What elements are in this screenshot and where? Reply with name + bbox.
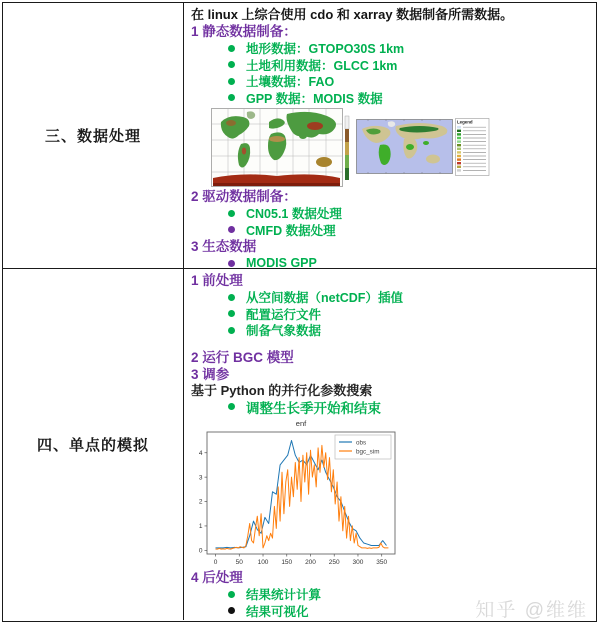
section-heading: 1 静态数据制备： xyxy=(191,24,297,39)
list-item-label: 土壤数据：FAO xyxy=(246,75,335,90)
list-item xyxy=(228,40,592,57)
enf-gpp-chart xyxy=(191,417,411,569)
svg-text:100: 100 xyxy=(257,559,269,566)
section-heading: 1 前处理 xyxy=(191,273,243,288)
list-item-label: 配置运行文件 xyxy=(246,307,322,322)
list-item-label: CN05.1 数据处理 xyxy=(246,207,342,222)
svg-text:250: 250 xyxy=(328,559,340,566)
bullet-dot-icon xyxy=(228,45,235,52)
svg-text:0: 0 xyxy=(213,559,218,566)
bullet-dot-icon xyxy=(228,591,235,598)
list-item-label: 结果统计计算 xyxy=(246,588,322,603)
svg-text:200: 200 xyxy=(305,559,316,566)
svg-text:4: 4 xyxy=(198,449,203,457)
row-label: 四、单点的模拟 xyxy=(36,438,149,454)
list-item-label: MODIS GPP xyxy=(246,256,317,268)
bullet-dot-icon xyxy=(228,94,235,101)
table-row-single-point-simulation xyxy=(3,269,596,620)
list-item xyxy=(228,90,592,107)
bullet-dot-icon xyxy=(228,607,235,614)
tuning-note: 基于 Python 的并行化参数搜索 xyxy=(191,382,373,398)
section-heading: 2 驱动数据制备： xyxy=(191,189,297,204)
preprocess-list xyxy=(191,289,592,339)
tuning-list xyxy=(191,399,592,416)
bullet-dot-icon xyxy=(228,78,235,85)
bullet-dot-icon xyxy=(228,294,235,301)
list-item xyxy=(228,306,592,323)
bullet-dot-icon xyxy=(228,226,235,233)
eco-data-list xyxy=(191,255,592,268)
section-heading: 2 运行 BGC 模型 xyxy=(191,349,294,365)
list-item xyxy=(228,255,592,268)
svg-text:300: 300 xyxy=(352,559,364,566)
glcc-landcover-map-image xyxy=(356,117,490,177)
map-legend xyxy=(456,119,490,176)
bullet-dot-icon xyxy=(228,210,235,217)
list-item-label: GPP 数据：MODIS 数据 xyxy=(246,91,383,106)
list-item-label: 调整生长季开始和结束 xyxy=(246,400,381,416)
map-images-row xyxy=(211,108,592,188)
section-heading: 3 调参 xyxy=(191,366,230,382)
svg-text:1: 1 xyxy=(198,523,203,531)
list-item-label: CMFD 数据处理 xyxy=(246,223,336,238)
svg-text:obs: obs xyxy=(356,439,367,447)
table-row-data-processing xyxy=(3,3,596,269)
bullet-dot-icon xyxy=(228,327,235,334)
list-item xyxy=(228,222,592,239)
svg-text:2: 2 xyxy=(198,498,203,506)
static-data-list xyxy=(191,40,592,106)
list-item xyxy=(228,289,592,306)
intro-text: 在 linux 上综合使用 cdo 和 xarray 数据制备所需数据。 xyxy=(191,7,514,22)
svg-text:enf: enf xyxy=(295,419,307,428)
bullet-dot-icon xyxy=(228,310,235,317)
svg-text:150: 150 xyxy=(281,559,293,566)
map-legend-title: Legend xyxy=(457,119,473,125)
gtopo30-topography-map-image xyxy=(211,108,351,188)
workflow-table xyxy=(2,2,597,622)
svg-text:3: 3 xyxy=(198,474,203,482)
svg-text:0: 0 xyxy=(198,547,203,555)
bullet-dot-icon xyxy=(228,260,235,267)
row-label-cell xyxy=(3,3,184,268)
list-item-label: 地形数据：GTOPO30S 1km xyxy=(246,42,405,57)
elevation-colorbar xyxy=(345,116,349,180)
list-item xyxy=(228,322,592,339)
list-item-label: 土地利用数据：GLCC 1km xyxy=(246,58,398,73)
list-item xyxy=(228,73,592,90)
forcing-data-list xyxy=(191,205,592,238)
row-content-cell xyxy=(184,3,596,268)
list-item xyxy=(228,57,592,74)
list-item-label: 制备气象数据 xyxy=(246,324,322,339)
svg-text:50: 50 xyxy=(235,559,243,566)
section-heading: 3 生态数据 xyxy=(191,239,257,254)
section-heading: 4 后处理 xyxy=(191,570,243,585)
row-label: 三、数据处理 xyxy=(44,129,141,145)
watermark: 知乎 @维维 xyxy=(475,600,588,621)
list-item-label: 结果可视化 xyxy=(246,604,309,619)
row-label-cell xyxy=(3,269,184,620)
list-item-label: 从空间数据（netCDF）插值 xyxy=(246,291,403,306)
svg-text:bgc_sim: bgc_sim xyxy=(356,448,380,456)
list-item xyxy=(228,399,592,416)
bullet-dot-icon xyxy=(228,403,235,410)
row-content-cell xyxy=(184,269,596,620)
list-item xyxy=(228,205,592,222)
bullet-dot-icon xyxy=(228,61,235,68)
svg-text:350: 350 xyxy=(376,559,388,566)
